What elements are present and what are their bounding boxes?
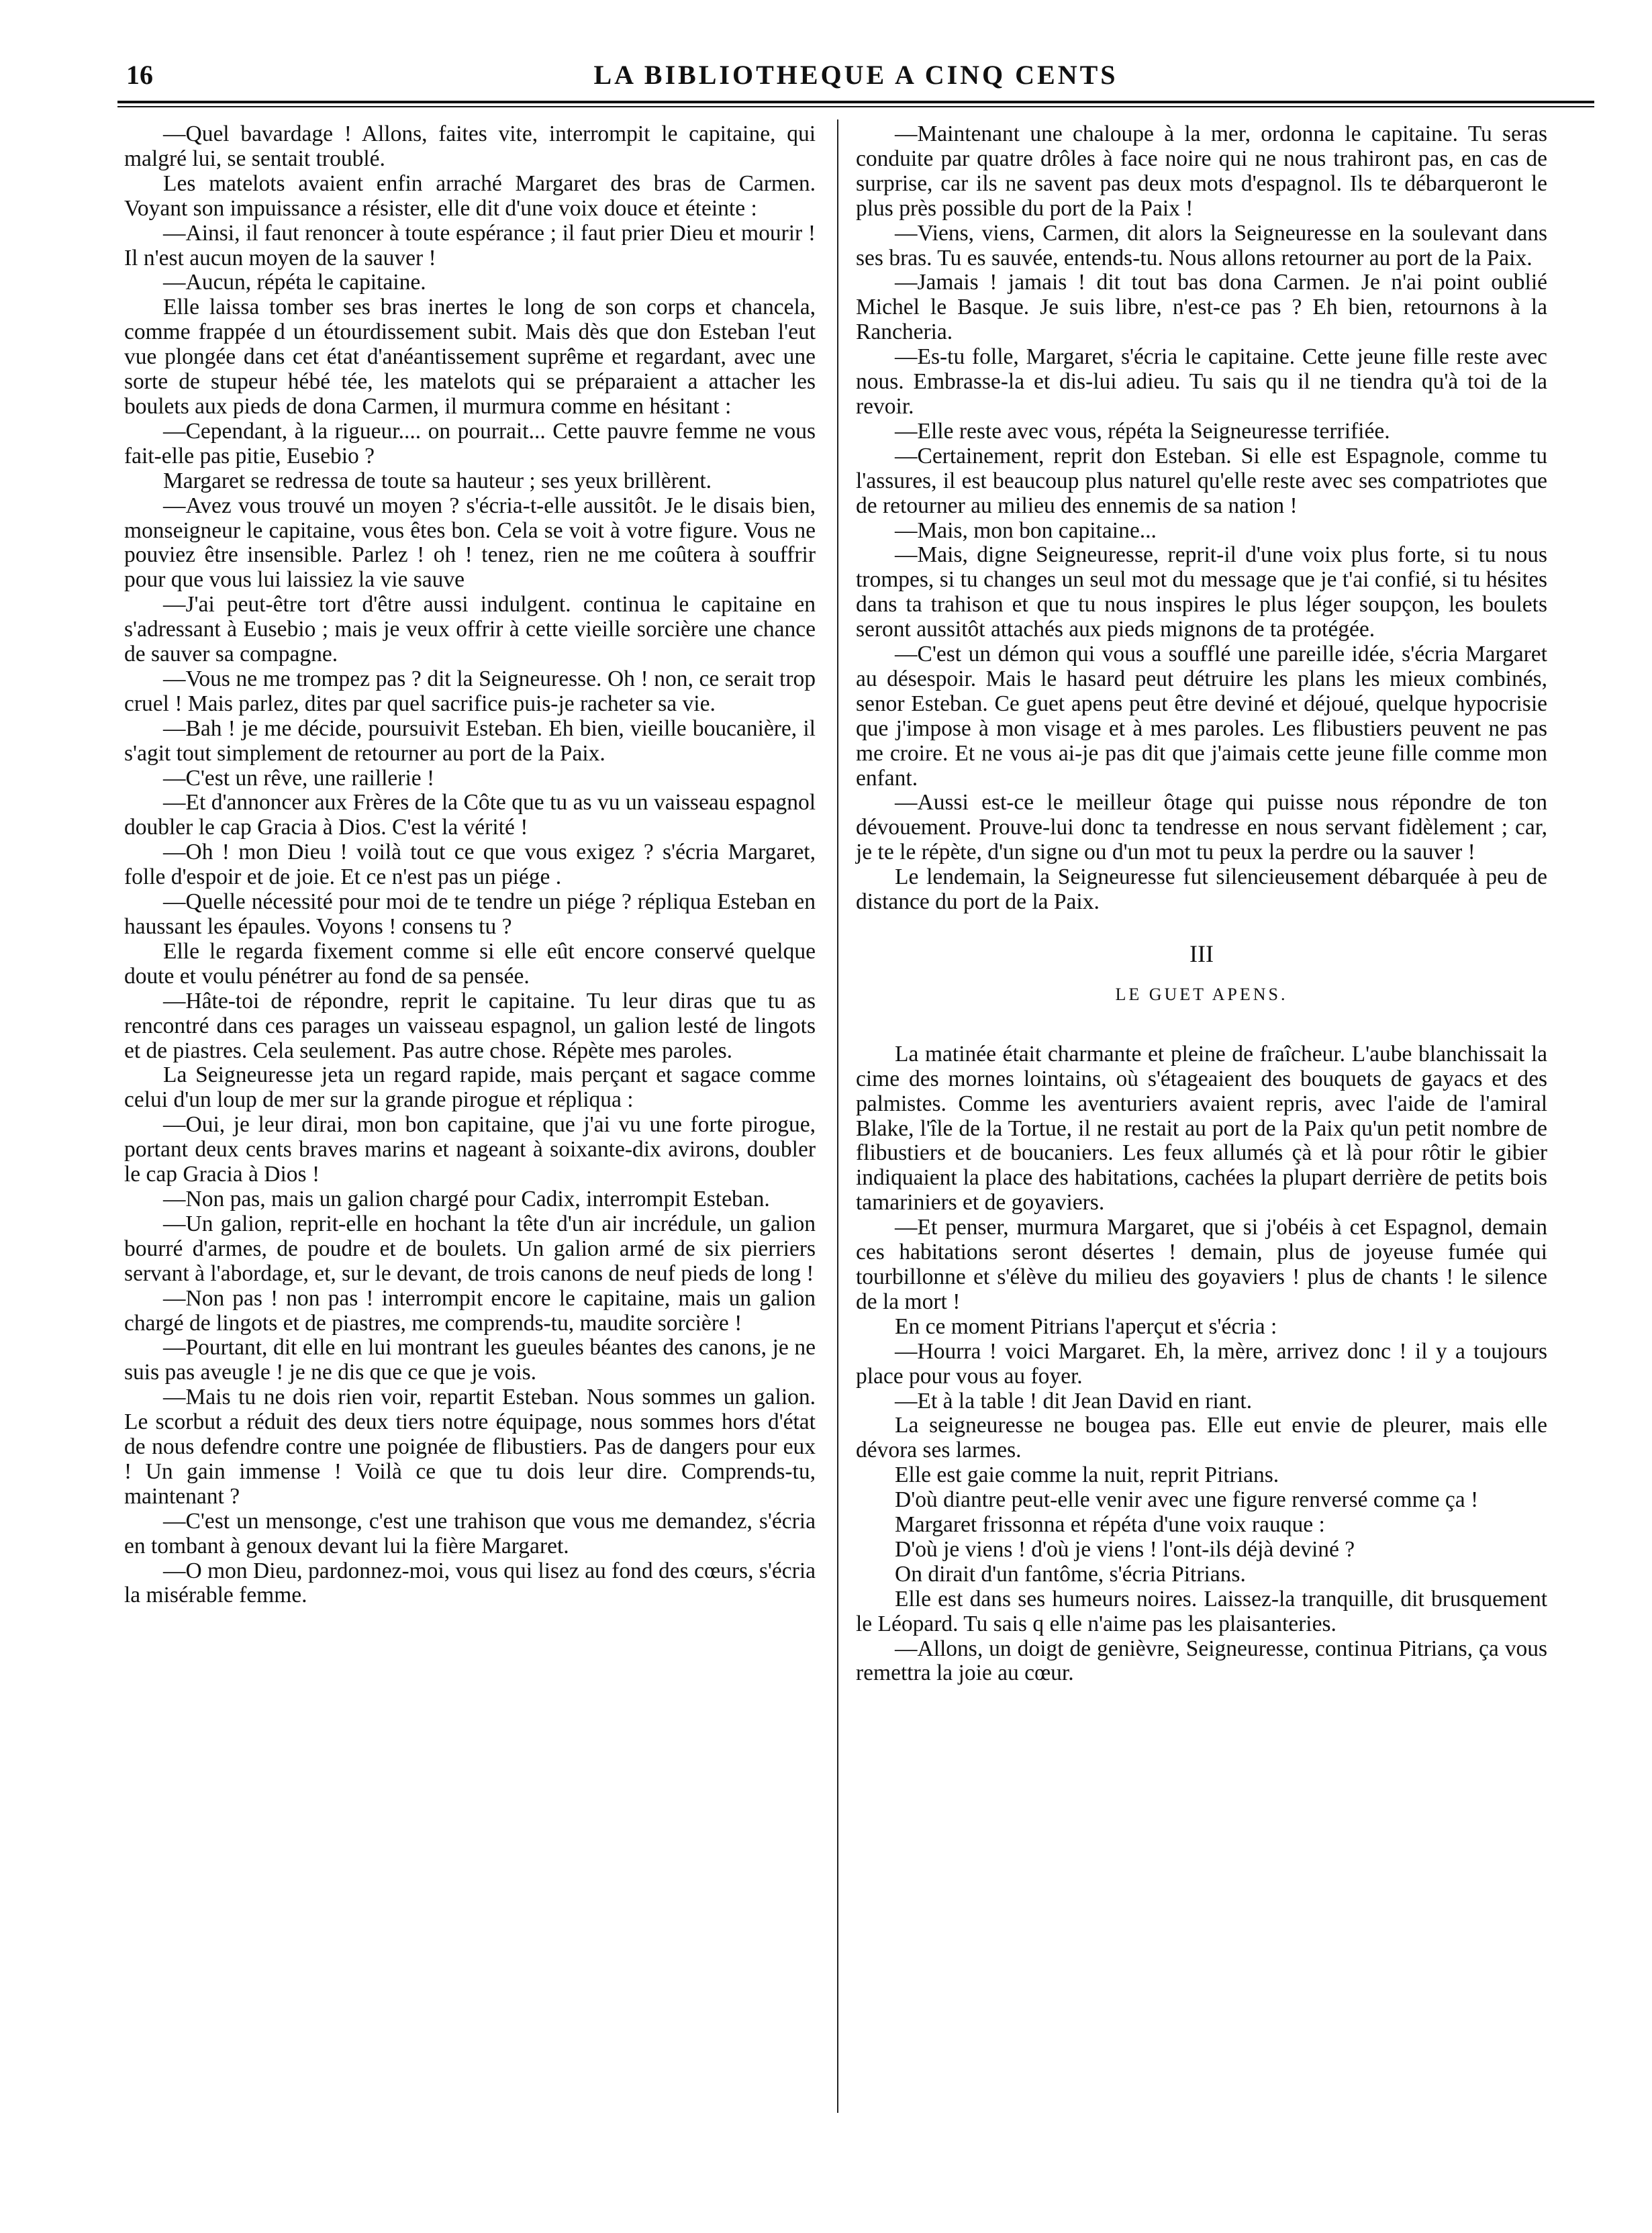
paragraph: —Non pas ! non pas ! interrompit encore le capitaine, mais un galion chargé de lingots et de piastres, me comprends-tu, maudite sorcière ! bbox=[124, 1285, 816, 1336]
right-column-bottom bbox=[856, 1042, 1547, 1687]
paragraph: Elle est dans ses humeurs noires. Laissez-la tranquille, dit brusquement le Léopard. Tu sais q elle n'aime pas les plaisanteries. bbox=[856, 1586, 1547, 1636]
paragraph: La seigneuresse ne bougea pas. Elle eut envie de pleurer, mais elle dévora ses larmes. bbox=[856, 1413, 1547, 1463]
right-column-top bbox=[856, 122, 1547, 915]
paragraph: —Oh ! mon Dieu ! voilà tout ce que vous exigez ? s'écria Margaret, folle d'espoir et de joie. Et ce n'est pas un piége . bbox=[124, 840, 816, 890]
paragraph: —Quelle nécessité pour moi de te tendre un piége ? répliqua Esteban en haussant les épaules. Voyons ! consens tu ? bbox=[124, 889, 816, 939]
paragraph: —Oui, je leur dirai, mon bon capitaine, que j'ai vu une forte pirogue, portant deux cents braves marins et nageant à soixante-dix avirons, doubler le cap Gracia à Dios ! bbox=[124, 1112, 816, 1187]
paragraph: Margaret se redressa de toute sa hauteur ; ses yeux brillèrent. bbox=[163, 468, 712, 493]
paragraph: —Maintenant une chaloupe à la mer, ordonna le capitaine. Tu seras conduite par quatre drôles à face noire qui ne nous trahiront pas, en cas de surprise, car ils ne savent pas deux mots d'espagnol. Ils te débarqueront le plus près possible du port de la Paix ! bbox=[856, 121, 1547, 221]
paragraph: —Viens, viens, Carmen, dit alors la Seigneuresse en la soulevant dans ses bras. Tu es sauvée, entends-tu. Nous allons retourner au port de la Paix. bbox=[856, 220, 1547, 270]
right-column bbox=[856, 122, 1547, 1686]
paragraph: —Avez vous trouvé un moyen ? s'écria-t-elle aussitôt. Je le disais bien, monseigneur le capitaine, vous êtes bon. Cela se voit à votre figure. Vous ne pouviez être insensible. Parlez ! oh ! tenez, rien ne me coûtera à souffrir pour que vous lui laissiez la vie sauve bbox=[124, 493, 816, 593]
paragraph: La matinée était charmante et pleine de fraîcheur. L'aube blanchissait la cime des mornes lointains, où s'étageaient des bouquets de gayacs et des palmistes. Comme les aventuriers avaient repris, avec l'aide de l'amiral Blake, l'île de la Tortue, il ne restait au port de la Paix qu'un petit nombre de flibustiers et de boucaniers. Les feux allumés çà et là pour rôtir le gibier indiquaient la place des habitations, cachées la plupart derrière de petits bois tamariniers et de goyaviers. bbox=[856, 1041, 1547, 1215]
page-header bbox=[121, 59, 1591, 106]
paragraph: —Non pas, mais un galion chargé pour Cadix, interrompit Esteban. bbox=[163, 1186, 770, 1211]
paragraph: —Bah ! je me décide, poursuivit Esteban. Eh bien, vieille boucanière, il s'agit tout simplement de retourner au port de la Paix. bbox=[124, 715, 816, 766]
paragraph: —Mais, digne Seigneuresse, reprit-il d'une voix plus forte, si tu nous trompes, si tu changes un seul mot du message que je t'ai confié, si tu hésites dans ta trahison et que tu nous inspires le plus léger soupçon, les boulets seront aussitôt attachés aux pieds mignons de ta protégée. bbox=[856, 542, 1547, 642]
paragraph: —Es-tu folle, Margaret, s'écria le capitaine. Cette jeune fille reste avec nous. Embrasse-la et dis-lui adieu. Tu sais qu il ne tiendra qu'à toi de la revoir. bbox=[856, 344, 1547, 419]
paragraph: Les matelots avaient enfin arraché Margaret des bras de Carmen. Voyant son impuissance a résister, elle dit d'une voix douce et éteinte : bbox=[124, 170, 816, 221]
paragraph: —Mais, mon bon capitaine... bbox=[895, 517, 1157, 543]
paragraph: —Hourra ! voici Margaret. Eh, la mère, arrivez donc ! il y a toujours place pour vous au foyer. bbox=[856, 1338, 1547, 1389]
paragraph: On dirait d'un fantôme, s'écria Pitrians. bbox=[895, 1561, 1246, 1587]
paragraph: —Et penser, murmura Margaret, que si j'obéis à cet Espagnol, demain ces habitations seront désertes ! demain, plus de joyeuse fumée qui tourbillonne et s'élève du milieu des goyaviers ! plus de chants ! le silence de la mort ! bbox=[856, 1215, 1547, 1314]
paragraph: —Quel bavardage ! Allons, faites vite, interrompit le capitaine, qui malgré lui, se sentait troublé. bbox=[124, 121, 816, 171]
paragraph: —C'est un rêve, une raillerie ! bbox=[163, 765, 435, 791]
paragraph: La Seigneuresse jeta un regard rapide, mais perçant et sagace comme celui d'un loup de mer sur la grande pirogue et répliqua : bbox=[124, 1062, 816, 1113]
paragraph: Elle est gaie comme la nuit, reprit Pitrians. bbox=[895, 1462, 1279, 1488]
paragraph: —Allons, un doigt de genièvre, Seigneuresse, continua Pitrians, ça vous remettra la joie au cœur. bbox=[856, 1636, 1547, 1686]
paragraph: —Pourtant, dit elle en lui montrant les gueules béantes des canons, je ne suis pas aveugle ! je ne dis que ce que je vois. bbox=[124, 1335, 816, 1385]
page-number: 16 bbox=[126, 60, 153, 90]
paragraph: En ce moment Pitrians l'aperçut et s'écria : bbox=[895, 1313, 1277, 1339]
paragraph: —Un galion, reprit-elle en hochant la tête d'un air incrédule, un galion bourré d'armes, de poudre et de boulets. Un galion armé de six pierriers servant à l'abordage, et, sur le devant, de trois canons de neuf pieds de long ! bbox=[124, 1211, 816, 1286]
paragraph: D'où diantre peut-elle venir avec une figure renversé comme ça ! bbox=[895, 1487, 1479, 1513]
paragraph: —Ainsi, il faut renoncer à toute espérance ; il faut prier Dieu et mourir ! Il n'est aucun moyen de la sauver ! bbox=[124, 220, 816, 270]
column-divider bbox=[837, 119, 838, 2113]
paragraph: —Hâte-toi de répondre, reprit le capitaine. Tu leur diras que tu as rencontré dans ces parages un vaisseau espagnol, un galion lesté de lingots et de piastres. Cela seulement. Pas autre chose. Répète mes paroles. bbox=[124, 988, 816, 1063]
paragraph: Elle le regarda fixement comme si elle eût encore conservé quelque doute et voulu pénétrer au fond de sa pensée. bbox=[124, 938, 816, 989]
paragraph: Margaret frissonna et répéta d'une voix rauque : bbox=[895, 1512, 1325, 1538]
paragraph: —Jamais ! jamais ! dit tout bas dona Carmen. Je n'ai point oublié Michel le Basque. Je suis libre, n'est-ce pas ? Eh bien, retournons à la Rancheria. bbox=[856, 270, 1547, 345]
paragraph: —Vous ne me trompez pas ? dit la Seigneuresse. Oh ! non, ce serait trop cruel ! Mais parlez, dites par quel sacrifice puis-je racheter sa vie. bbox=[124, 666, 816, 716]
paragraph: —Mais tu ne dois rien voir, repartit Esteban. Nous sommes un galion. Le scorbut a réduit des deux tiers notre équipage, nous sommes hors d'état de nous defendre contre une poignée de flibustiers. Pas de dangers pour eux ! Un gain immense ! Voilà ce que tu dois leur dire. Comprends-tu, maintenant ? bbox=[124, 1385, 816, 1509]
paragraph: —C'est un démon qui vous a soufflé une pareille idée, s'écria Margaret au désespoir. Mais le hasard peut détruire les plans les mieux combinés, senor Esteban. Ce guet apens peut être deviné et déjoué, quelque hypocrisie que j'impose à mon visage et à mes paroles. Les flibustiers peuvent ne pas me croire. Et ne vous ai-je pas dit que j'aimais cette jeune fille comme mon enfant. bbox=[856, 642, 1547, 791]
left-column bbox=[124, 122, 816, 1608]
paragraph: —C'est un mensonge, c'est une trahison que vous me demandez, s'écria en tombant à genoux devant lui la fière Margaret. bbox=[124, 1508, 816, 1558]
paragraph: —O mon Dieu, pardonnez-moi, vous qui lisez au fond des cœurs, s'écria la misérable femme. bbox=[124, 1558, 816, 1608]
header-rule bbox=[117, 101, 1594, 107]
paragraph: —Et d'annoncer aux Frères de la Côte que tu as vu un vaisseau espagnol doubler le cap Gracia à Dios. C'est la vérité ! bbox=[124, 790, 816, 840]
paragraph: D'où je viens ! d'où je viens ! l'ont-ils déjà deviné ? bbox=[895, 1536, 1355, 1562]
paragraph: —Certainement, reprit don Esteban. Si elle est Espagnole, comme tu l'assures, il est beaucoup plus naturel qu'elle reste avec ses compatriotes que de retourner au milieu des ennemis de sa nation ! bbox=[856, 443, 1547, 518]
paragraph: —Et à la table ! dit Jean David en riant. bbox=[895, 1388, 1253, 1413]
paragraph: —J'ai peut-être tort d'être aussi indulgent. continua le capitaine en s'adressant à Eusebio ; mais je veux offrir à cette vieille sorcière une chance de sauver sa compagne. bbox=[124, 592, 816, 667]
paragraph: —Elle reste avec vous, répéta la Seigneuresse terrifiée. bbox=[895, 418, 1390, 444]
paragraph: —Aussi est-ce le meilleur ôtage qui puisse nous répondre de ton dévouement. Prouve-lui donc ta tendresse en nous servant fidèlement ; car, je te le répète, d'un signe ou d'un mot tu peux la perdre ou la sauver ! bbox=[856, 790, 1547, 865]
paragraph: Elle laissa tomber ses bras inertes le long de son corps et chancela, comme frappée d un étourdissement subit. Mais dès que don Esteban l'eut vue plongée dans cet état d'anéantissement suprême et regardant, avec une sorte de stupeur hébé tée, les matelots qui se préparaient a attacher les boulets aux pieds de dona Carmen, il murmura comme en hésitant : bbox=[124, 295, 816, 419]
paragraph: Le lendemain, la Seigneuresse fut silencieusement débarquée à peu de distance du port de la Paix. bbox=[856, 864, 1547, 915]
paragraph: —Aucun, répéta le capitaine. bbox=[163, 270, 426, 295]
paragraph: —Cependant, à la rigueur.... on pourrait... Cette pauvre femme ne vous fait-elle pas pitie, Eusebio ? bbox=[124, 418, 816, 468]
section-number: III bbox=[1189, 940, 1214, 967]
section-title: LE GUET APENS. bbox=[1115, 984, 1288, 1004]
running-title: LA BIBLIOTHEQUE A CINQ CENTS bbox=[593, 60, 1118, 90]
